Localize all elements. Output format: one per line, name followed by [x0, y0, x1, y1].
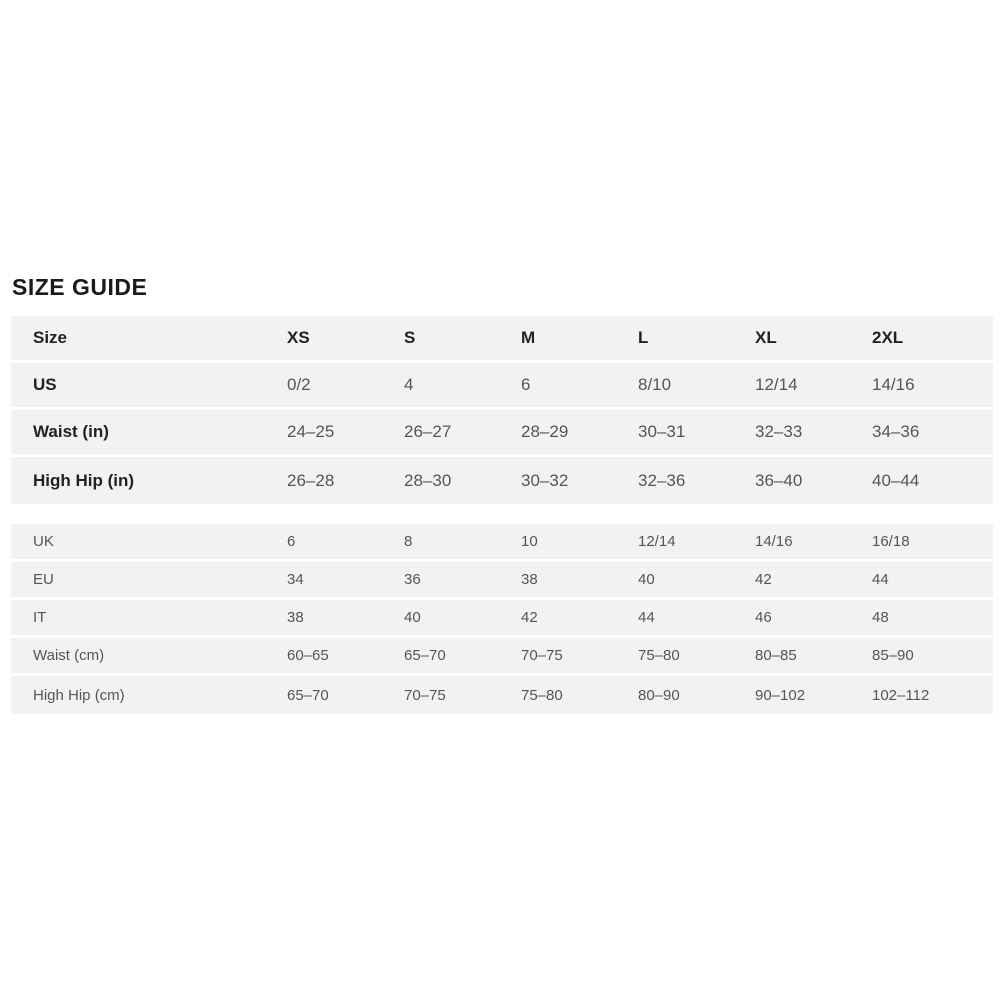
- table-row-uk: [11, 524, 993, 562]
- table-cell: 24–25: [287, 422, 335, 441]
- table-cell: 80–85: [755, 647, 797, 664]
- table-cell: 75–80: [521, 686, 563, 704]
- table-row-eu: [11, 562, 993, 600]
- header-size-m: M: [521, 328, 536, 347]
- table-cell: 70–75: [404, 686, 446, 704]
- table-cell: 30–32: [521, 470, 569, 490]
- header-size-l: L: [638, 328, 649, 347]
- table-row-us: [11, 363, 993, 410]
- table-cell: 80–90: [638, 686, 680, 704]
- page-title: SIZE GUIDE: [12, 274, 148, 300]
- table-cell: 85–90: [872, 647, 914, 664]
- row-label: US: [33, 375, 57, 394]
- table-row-it: [11, 600, 993, 638]
- header-label: Size: [33, 328, 68, 347]
- table-cell: 10: [521, 533, 538, 550]
- table-cell: 40: [404, 609, 421, 626]
- table-cell: 16/18: [872, 533, 910, 550]
- header-size-s: S: [404, 328, 416, 347]
- table-cell: 65–70: [404, 647, 446, 664]
- table-cell: 90–102: [755, 686, 806, 704]
- header-size-2xl: 2XL: [872, 328, 904, 347]
- row-label: High Hip (in): [33, 470, 135, 490]
- header-size-xl: XL: [755, 328, 777, 347]
- table-cell: 6: [287, 533, 296, 550]
- table-cell: 48: [872, 609, 889, 626]
- table-cell: 8/10: [638, 375, 672, 394]
- table-cell: 70–75: [521, 647, 563, 664]
- table-cell: 44: [638, 609, 655, 626]
- table-cell: 34: [287, 571, 304, 588]
- table-cell: 32–33: [755, 422, 803, 441]
- header-size-xs: XS: [287, 328, 310, 347]
- table-cell: 42: [521, 609, 538, 626]
- table-cell: 30–31: [638, 422, 686, 441]
- table-cell: 38: [287, 609, 304, 626]
- table-cell: 38: [521, 571, 538, 588]
- row-label: High Hip (cm): [33, 686, 125, 704]
- table-cell: 14/16: [872, 375, 915, 394]
- table-cell: 34–36: [872, 422, 920, 441]
- table-cell: 6: [521, 375, 531, 394]
- table-cell: 46: [755, 609, 772, 626]
- table-cell: 0/2: [287, 375, 311, 394]
- table-cell: 12/14: [755, 375, 798, 394]
- table-cell: 26–28: [287, 470, 335, 490]
- table-cell: 26–27: [404, 422, 452, 441]
- row-label: Waist (cm): [33, 647, 105, 664]
- table-cell: 8: [404, 533, 413, 550]
- table-cell: 36: [404, 571, 421, 588]
- row-label: UK: [33, 533, 54, 550]
- table-cell: 65–70: [287, 686, 329, 704]
- table-cell: 28–30: [404, 470, 452, 490]
- size-table-primary: [11, 316, 993, 504]
- row-label: EU: [33, 571, 54, 588]
- table-cell: 102–112: [872, 686, 930, 704]
- table-cell: 60–65: [287, 647, 329, 664]
- table-row-high-hip-cm: [11, 676, 993, 714]
- row-label: IT: [33, 609, 47, 626]
- table-cell: 44: [872, 571, 889, 588]
- table-cell: 36–40: [755, 470, 803, 490]
- table-cell: 40: [638, 571, 655, 588]
- table-cell: 14/16: [755, 533, 793, 550]
- table-cell: 32–36: [638, 470, 686, 490]
- table-cell: 12/14: [638, 533, 676, 550]
- table-cell: 28–29: [521, 422, 569, 441]
- table-row-high-hip-in: [11, 457, 993, 504]
- table-cell: 40–44: [872, 470, 920, 490]
- table-header-row: [11, 316, 993, 363]
- size-table-secondary: [11, 524, 993, 714]
- table-row-waist-in: [11, 410, 993, 457]
- row-label: Waist (in): [33, 422, 109, 441]
- table-cell: 75–80: [638, 647, 680, 664]
- table-row-waist-cm: [11, 638, 993, 676]
- table-cell: 42: [755, 571, 772, 588]
- table-cell: 4: [404, 375, 414, 394]
